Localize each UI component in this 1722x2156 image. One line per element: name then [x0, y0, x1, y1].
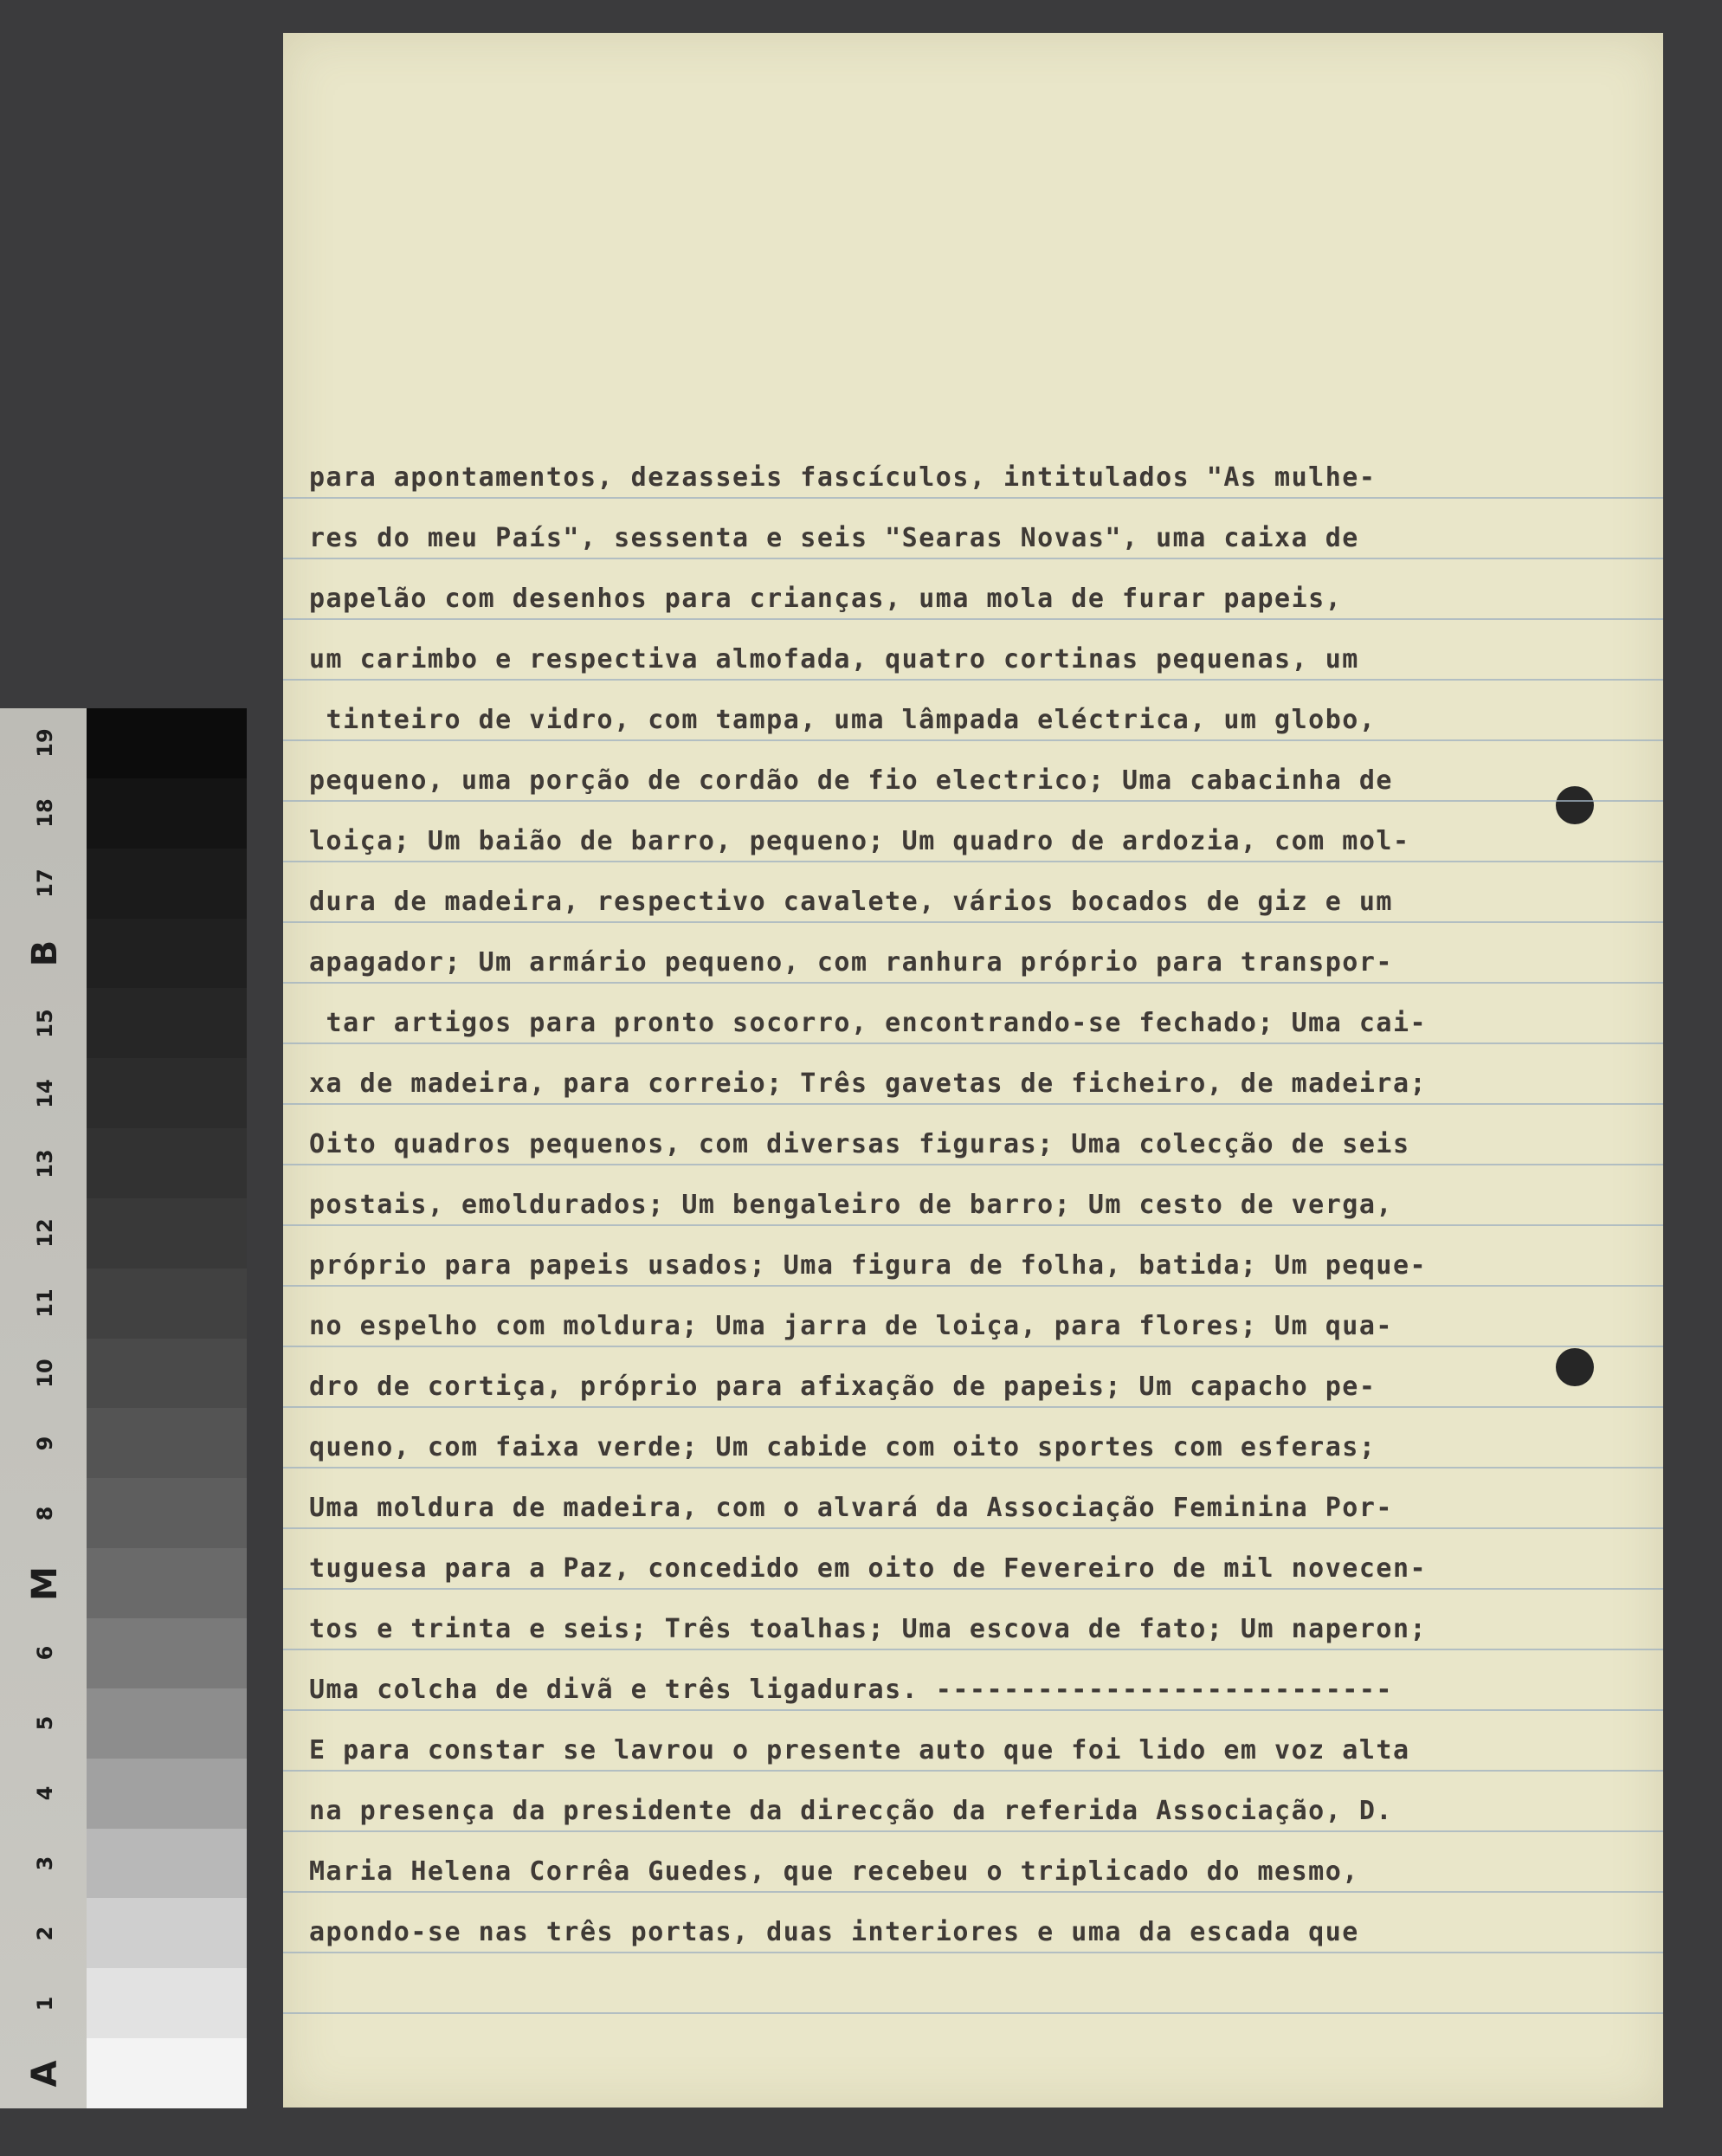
gray-patch [87, 1339, 247, 1409]
typewritten-line: para apontamentos, dezasseis fascículos, intitulados "As mulhe- [309, 462, 1377, 493]
scale-mark: 5 [33, 1715, 57, 1731]
scale-mark: 12 [33, 1218, 57, 1249]
ruled-line [283, 982, 1663, 984]
typewritten-line: na presença da presidente da direcção da referida Associação, D. [309, 1796, 1393, 1826]
typewritten-line: Uma moldura de madeira, com o alvará da Associação Feminina Por- [309, 1493, 1393, 1523]
scale-mark: 15 [33, 1009, 57, 1038]
gray-patch [87, 1618, 247, 1688]
gray-patches [87, 708, 247, 2108]
ruled-line [283, 1527, 1663, 1529]
gray-patch [87, 2038, 247, 2108]
typewritten-line: pequeno, uma porção de cordão de fio electrico; Uma cabacinha de [309, 765, 1393, 796]
typewritten-line: Oito quadros pequenos, com diversas figuras; Uma colecção de seis [309, 1129, 1410, 1159]
gray-patch [87, 1548, 247, 1618]
typewritten-line: no espelho com moldura; Uma jarra de loiça, para flores; Um qua- [309, 1311, 1393, 1341]
gray-patch [87, 919, 247, 989]
gray-patch [87, 1198, 247, 1268]
gray-patch [87, 1688, 247, 1759]
scale-mark: 8 [33, 1506, 57, 1521]
ruled-line [283, 1103, 1663, 1105]
scale-mark: 3 [33, 1856, 57, 1871]
ruled-line [283, 1891, 1663, 1893]
ruled-line [283, 1042, 1663, 1044]
ruled-line [283, 1830, 1663, 1832]
ruled-line [283, 1285, 1663, 1287]
ruled-line [283, 1588, 1663, 1590]
color-scale-target [0, 708, 247, 2108]
scale-mark: 2 [33, 1926, 57, 1941]
gray-patch [87, 1898, 247, 1968]
typewritten-line: próprio para papeis usados; Uma figura de folha, batida; Um peque- [309, 1250, 1428, 1281]
ruled-line [283, 1467, 1663, 1469]
punch-hole [1556, 1348, 1594, 1386]
typewritten-line: Maria Helena Corrêa Guedes, que recebeu o triplicado do mesmo, [309, 1856, 1359, 1887]
scale-mark: 19 [33, 728, 57, 758]
ruled-line [283, 1406, 1663, 1408]
gray-patch [87, 1058, 247, 1128]
scale-mark: 14 [33, 1078, 57, 1108]
typewritten-line: um carimbo e respectiva almofada, quatro cortinas pequenas, um [309, 644, 1359, 675]
gray-patch [87, 1268, 247, 1339]
document-page [283, 33, 1663, 2108]
ruled-line [283, 1346, 1663, 1347]
gray-patch [87, 1128, 247, 1198]
gray-patch [87, 988, 247, 1058]
typewritten-line: tuguesa para a Paz, concedido em oito de Fevereiro de mil novecen- [309, 1553, 1428, 1584]
ruled-line [283, 1649, 1663, 1650]
typewritten-line: dro de cortiça, próprio para afixação de papeis; Um capacho pe- [309, 1372, 1377, 1402]
typewritten-line: apondo-se nas três portas, duas interiores e uma da escada que [309, 1917, 1359, 1947]
gray-patch [87, 708, 247, 778]
typewritten-line: tar artigos para pronto socorro, encontrando-se fechado; Uma cai- [309, 1008, 1428, 1038]
ruled-line [283, 497, 1663, 499]
scale-mark: 13 [33, 1148, 57, 1178]
scale-mark: M [25, 1565, 65, 1601]
ruled-line [283, 861, 1663, 862]
typewritten-line: tos e trinta e seis; Três toalhas; Uma escova de fato; Um naperon; [309, 1614, 1428, 1644]
scale-mark: 10 [33, 1359, 57, 1388]
gray-patch [87, 1478, 247, 1548]
typewritten-line: papelão com desenhos para crianças, uma mola de furar papeis, [309, 584, 1343, 614]
scale-mark: 1 [33, 1996, 57, 2011]
ruled-line [283, 1709, 1663, 1711]
gray-patch [87, 849, 247, 919]
ruled-line [283, 1224, 1663, 1226]
gray-patch [87, 1408, 247, 1478]
scale-mark: 4 [33, 1785, 57, 1801]
gray-patch [87, 1829, 247, 1899]
typewritten-line: loiça; Um baião de barro, pequeno; Um quadro de ardozia, com mol- [309, 826, 1410, 856]
typewritten-line: xa de madeira, para correio; Três gavetas de ficheiro, de madeira; [309, 1068, 1428, 1099]
typewritten-line: res do meu País", sessenta e seis "Searas Novas", uma caixa de [309, 523, 1359, 553]
ruled-line [283, 679, 1663, 681]
typewritten-line: dura de madeira, respectivo cavalete, vários bocados de giz e um [309, 887, 1393, 917]
scale-mark: A [25, 2060, 65, 2088]
scale-mark: 11 [33, 1288, 57, 1318]
ruled-line [283, 1164, 1663, 1165]
ruled-line [283, 1952, 1663, 1953]
typewritten-line: Uma colcha de divã e três ligaduras. --------------------------- [309, 1675, 1393, 1705]
typewritten-line: E para constar se lavrou o presente auto que foi lido em voz alta [309, 1735, 1410, 1765]
scale-ruler [0, 708, 87, 2108]
ruled-line [283, 739, 1663, 741]
typewritten-line: apagador; Um armário pequeno, com ranhura próprio para transpor- [309, 947, 1393, 978]
scale-mark: B [25, 939, 65, 967]
punch-hole [1556, 786, 1594, 824]
gray-patch [87, 778, 247, 849]
typewritten-line: queno, com faixa verde; Um cabide com oito sportes com esferas; [309, 1432, 1377, 1462]
ruled-line [283, 558, 1663, 559]
typewritten-line: tinteiro de vidro, com tampa, uma lâmpada eléctrica, um globo, [309, 705, 1377, 735]
gray-patch [87, 1968, 247, 2038]
ruled-line [283, 800, 1663, 802]
scale-mark: 6 [33, 1646, 57, 1661]
ruled-line [283, 1770, 1663, 1772]
ruled-line [283, 921, 1663, 923]
ruled-line [283, 618, 1663, 620]
ruled-line [283, 2012, 1663, 2014]
scale-mark: 18 [33, 798, 57, 828]
scale-mark: 17 [33, 868, 57, 898]
gray-patch [87, 1759, 247, 1829]
typewritten-line: postais, emoldurados; Um bengaleiro de barro; Um cesto de verga, [309, 1190, 1393, 1220]
scale-mark: 9 [33, 1436, 57, 1451]
